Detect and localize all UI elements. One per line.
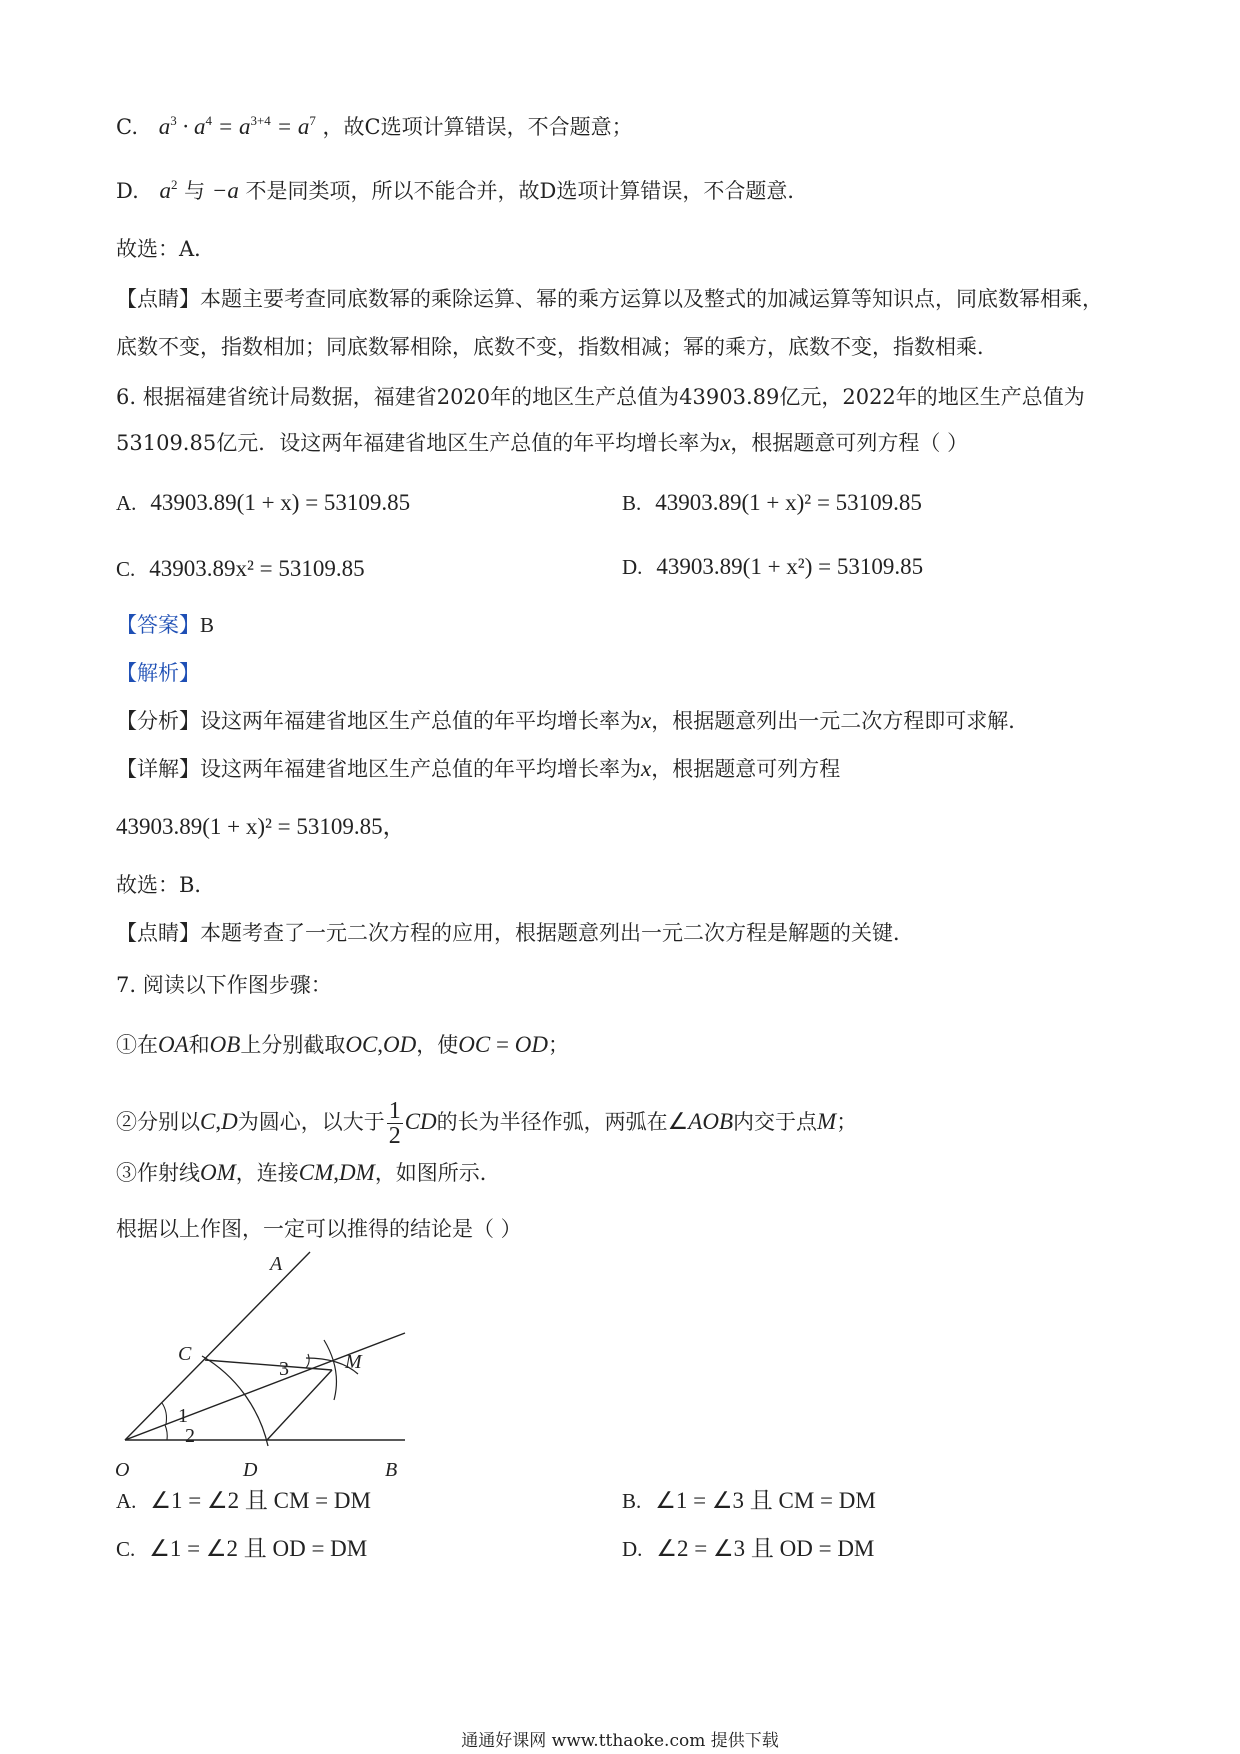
page-footer: 通通好课网 www.tthaoke.com 提供下载: [461, 1731, 779, 1751]
option-label: C.: [116, 1537, 136, 1561]
solution-d-text1: 与: [184, 179, 206, 203]
xiangjie-tag: 【详解】: [116, 757, 200, 781]
option-label: C.: [116, 115, 138, 139]
q6-line2a: 53109.85亿元．设这两年福建省地区生产总值的年平均增长率为: [116, 431, 721, 455]
option-text: ∠1 = ∠3 且 CM = DM: [655, 1488, 876, 1513]
xiangjie-line: 【详解】设这两年福建省地区生产总值的年平均增长率为x，根据题意可列方程: [116, 756, 841, 781]
fenxi-tag: 【分析】: [116, 709, 200, 733]
arc-cd: [202, 1356, 268, 1446]
option-text: 43903.89(1 + x) = 53109.85: [150, 490, 411, 515]
xiangjie-text2: ，根据题意可列方程: [651, 757, 841, 781]
q6-option-b: [622, 488, 922, 518]
note-tag: 【点睛】: [116, 287, 200, 311]
q7-option-c: [116, 1534, 367, 1564]
note5-line2: 底数不变，指数相加；同底数幂相除，底数不变，指数相减；幂的乘方，底数不变，指数相乘．: [116, 335, 998, 359]
angle-mark-3: [306, 1354, 309, 1368]
step1a: ①在: [116, 1033, 158, 1057]
q7-step3: ③作射线OM，连接CM,DM，如图所示．: [116, 1160, 501, 1185]
label-o: O: [115, 1459, 130, 1480]
fenxi-line: 【分析】设这两年福建省地区生产总值的年平均增长率为x，根据题意列出一元二次方程即可求解．: [116, 708, 1030, 733]
q7-question: 根据以上作图，一定可以推得的结论是（ ）: [116, 1217, 522, 1241]
label-angle-3: 3: [279, 1358, 289, 1380]
option-label: A.: [116, 1489, 137, 1513]
label-angle-1: 1: [178, 1405, 188, 1427]
step2c: 的长为半径作弧，两弧在: [436, 1110, 668, 1134]
option-text: 43903.89(1 + x²) = 53109.85: [656, 554, 924, 579]
step1d: ，使: [416, 1033, 459, 1057]
solution-c-line: C. $a^3 \cdot a^4 = a^{3+4} = a^7$ ，故C选项计算错误，不合题意；: [116, 113, 633, 139]
step2d: 内交于点: [733, 1110, 818, 1134]
note6-text: 本题考查了一元二次方程的应用，根据题意列出一元二次方程是解题的关键．: [200, 921, 914, 945]
q7-step1: ①在OA和OB上分别截取OC,OD，使OC = OD；: [116, 1032, 569, 1057]
q7-line1: 7. 阅读以下作图步骤：: [116, 973, 332, 997]
angle-mark-1: [162, 1403, 167, 1424]
answer-line: [116, 610, 214, 640]
option-label: C.: [116, 557, 136, 581]
solution-c-text: ，故C选项计算错误，不合题意；: [322, 115, 633, 139]
xiangjie-text1: 设这两年福建省地区生产总值的年平均增长率为: [200, 757, 641, 781]
step3a: ③作射线: [116, 1161, 200, 1185]
q6-line2: 53109.85亿元．设这两年福建省地区生产总值的年平均增长率为x，根据题意可列方程（ ）: [116, 430, 969, 455]
option-text: ∠1 = ∠2 且 OD = DM: [149, 1536, 368, 1561]
label-b: B: [385, 1459, 398, 1480]
q7-option-d: [622, 1534, 874, 1564]
q6-option-a: [116, 488, 410, 518]
q7-option-b: [622, 1486, 876, 1516]
note5-line1: [116, 284, 1103, 314]
option-label: B.: [622, 491, 642, 515]
q6-option-d: [622, 552, 923, 582]
label-m: M: [345, 1351, 362, 1373]
fenxi-text1: 设这两年福建省地区生产总值的年平均增长率为: [200, 709, 641, 733]
fenxi-text2: ，根据题意列出一元二次方程即可求解．: [651, 709, 1030, 733]
q6-line2b: ，根据题意可列方程（ ）: [730, 431, 969, 455]
step3c: ，如图所示．: [374, 1161, 501, 1185]
step3b: ，连接: [235, 1161, 299, 1185]
q7-step2: ②分别以C,D为圆心，以大于 $\frac{1}{2}$ CD的长为半径作弧，两弧在∠AOB内交于点M；: [116, 1098, 858, 1149]
option-label: A.: [116, 491, 137, 515]
solution-d-line: D. $a^2$ 与 −a 不是同类项，所以不能合并，故D选项计算错误，不合题意．: [116, 177, 809, 203]
equation: 43903.89(1 + x)² = 53109.85，: [116, 814, 406, 839]
step1b: 和: [188, 1033, 210, 1057]
choose-b: 故选：B．: [116, 873, 216, 897]
answer-value: B: [200, 613, 215, 637]
option-label: D.: [622, 1537, 643, 1561]
option-text: 43903.89x² = 53109.85: [149, 556, 365, 581]
half-fraction: $\frac{1}{2}$: [388, 1098, 401, 1149]
ray-oa: [125, 1252, 310, 1440]
note5-text1: 本题主要考查同底数幂的乘除运算、幂的乘方运算以及整式的加减运算等知识点，同底数幂相乘，: [200, 287, 1103, 311]
step2a: ②分别以: [116, 1110, 200, 1134]
analysis-tag-text: 【解析】: [116, 661, 200, 685]
option-text: 43903.89(1 + x)² = 53109.85: [655, 490, 922, 515]
choose-a: 故选：A．: [116, 237, 216, 261]
analysis-tag: [116, 658, 200, 688]
note6-line: [116, 918, 914, 948]
q7-option-a: [116, 1486, 371, 1516]
step2b: 为圆心，以大于: [237, 1110, 385, 1134]
segment-cm: [205, 1360, 332, 1370]
option-text: ∠2 = ∠3 且 OD = DM: [656, 1536, 875, 1561]
ray-om: [125, 1333, 405, 1440]
label-d: D: [243, 1459, 258, 1480]
step1c: 上分别截取: [240, 1033, 346, 1057]
option-label: B.: [622, 1489, 642, 1513]
q6-option-c: [116, 554, 365, 584]
label-c: C: [178, 1343, 192, 1365]
step1e: ；: [547, 1033, 569, 1057]
segment-dm: [267, 1370, 332, 1440]
answer-tag: 【答案】: [116, 613, 200, 637]
option-label: D.: [116, 179, 139, 203]
solution-d-text2: 不是同类项，所以不能合并，故D选项计算错误，不合题意．: [245, 179, 809, 203]
label-a: A: [270, 1253, 283, 1275]
option-label: D.: [622, 555, 643, 579]
step2e: ；: [836, 1110, 858, 1134]
angle-mark-2: [165, 1425, 167, 1440]
label-angle-2: 2: [185, 1425, 195, 1447]
note-tag: 【点睛】: [116, 921, 200, 945]
geometry-figure: [110, 1250, 430, 1480]
q6-line1: 6. 根据福建省统计局数据，福建省2020年的地区生产总值为43903.89亿元，2022年的地区生产总值为: [116, 385, 1085, 409]
option-text: ∠1 = ∠2 且 CM = DM: [150, 1488, 371, 1513]
